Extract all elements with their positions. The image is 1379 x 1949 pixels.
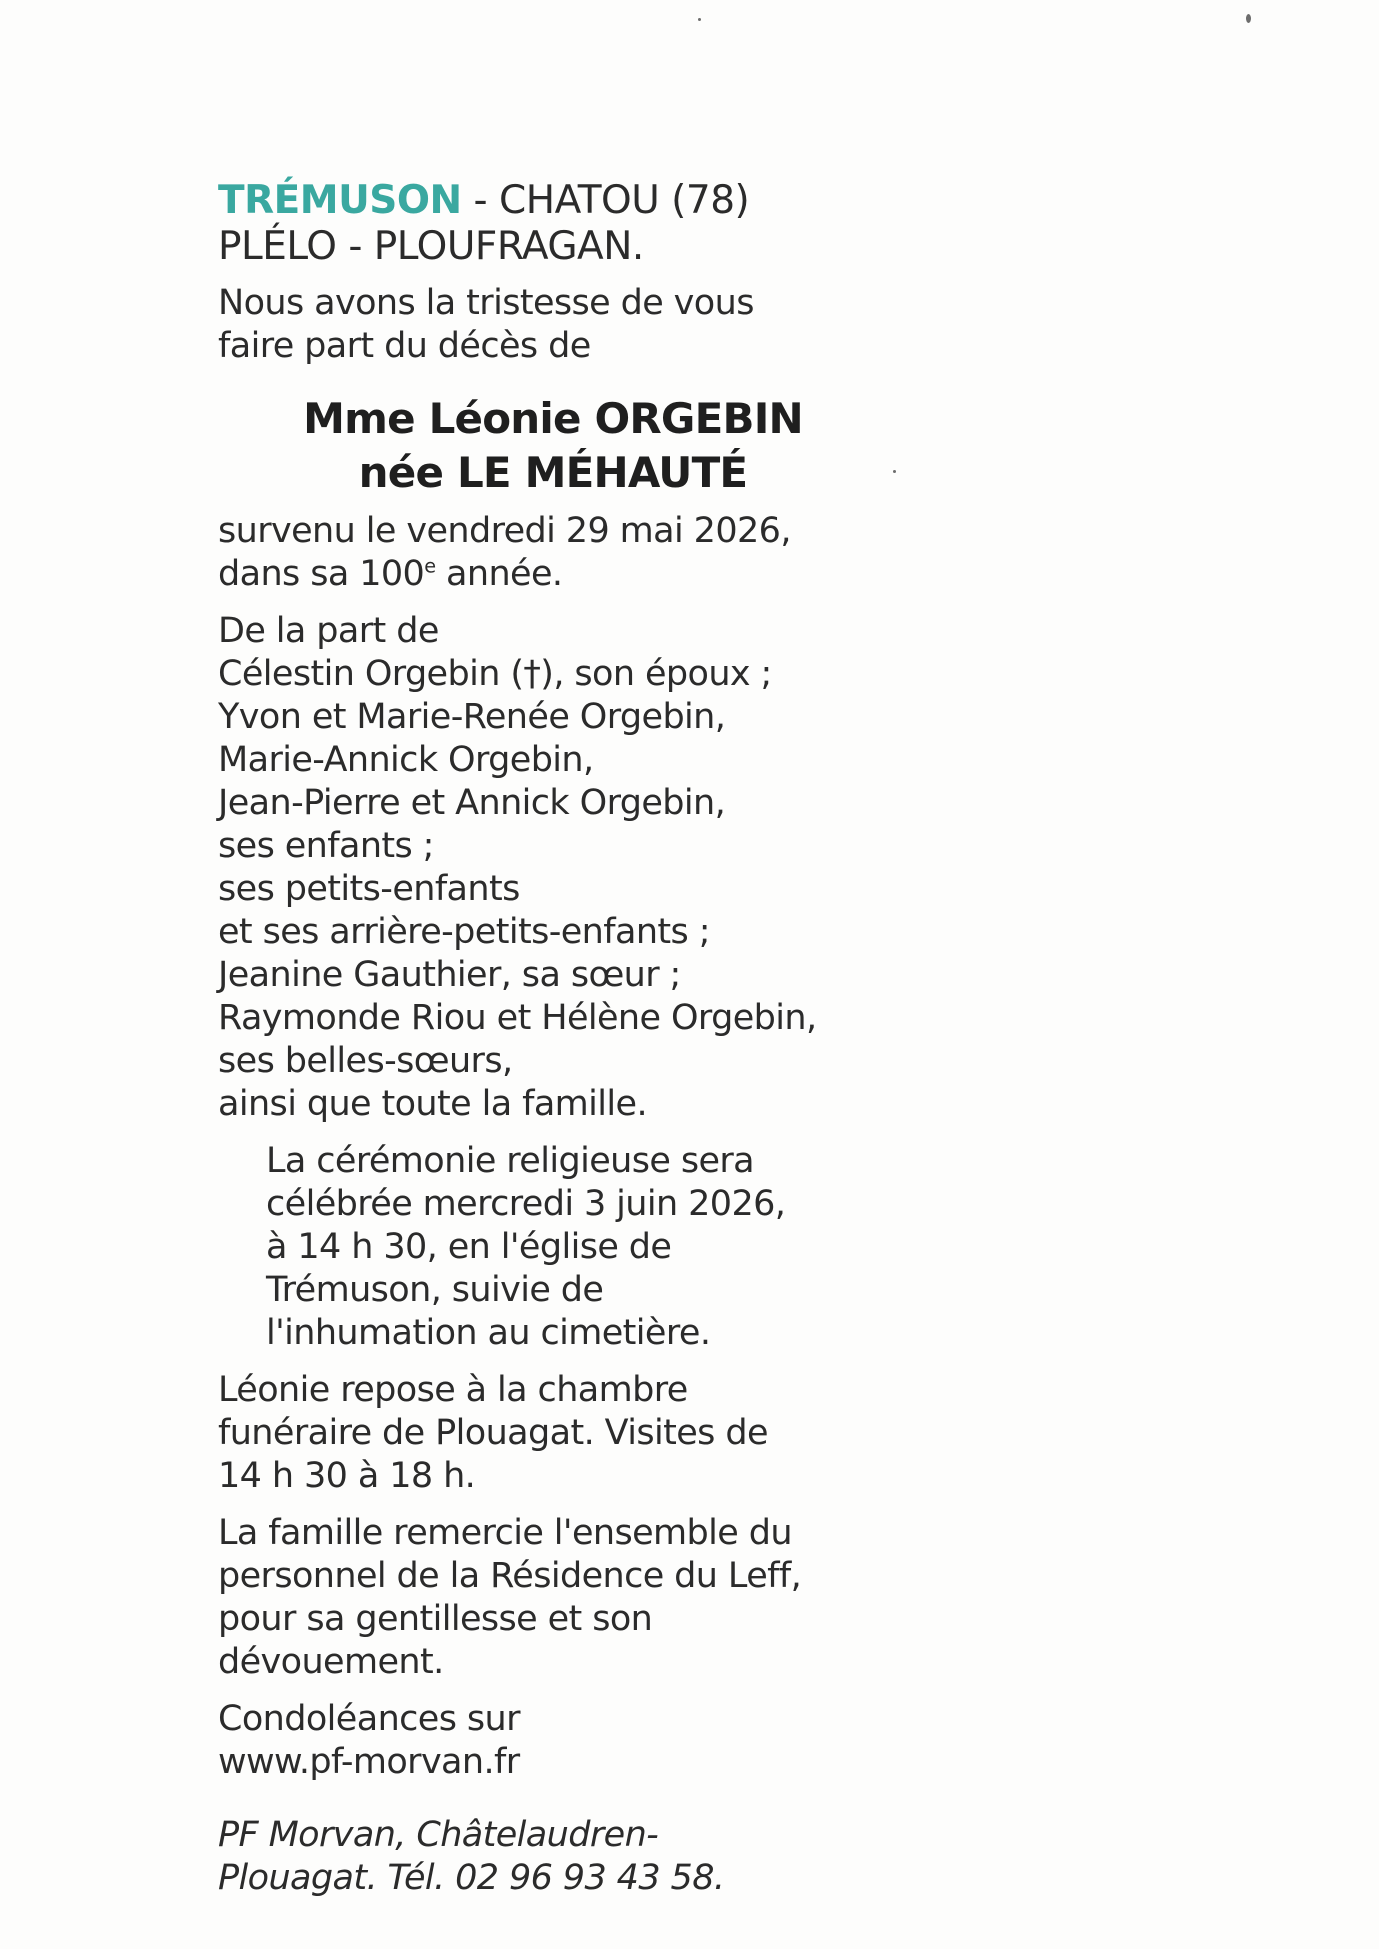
death-paragraph [218, 510, 858, 596]
family-line: Célestin Orgebin (†), son époux ; [218, 654, 772, 694]
funeral-home-paragraph [218, 1814, 858, 1900]
family-line: ses petits-enfants [218, 869, 520, 909]
family-line: Jean-Pierre et Annick Orgebin, [218, 783, 726, 823]
visit-line: 14 h 30 à 18 h. [218, 1456, 476, 1496]
ceremony-line: à 14 h 30, en l'église de [266, 1227, 672, 1267]
family-paragraph [218, 610, 858, 1126]
location-line-2: PLÉLO - PLOUFRAGAN. [218, 224, 644, 269]
family-line: ainsi que toute la famille. [218, 1084, 647, 1124]
death-date-line: survenu le vendredi 29 mai 2026, [218, 511, 791, 551]
ceremony-line: l'inhumation au cimetière. [266, 1313, 711, 1353]
family-line: Jeanine Gauthier, sa sœur ; [218, 955, 681, 995]
deceased-name-block [218, 392, 858, 500]
ordinal-suffix: e [424, 554, 436, 578]
scan-speck [698, 18, 701, 21]
town-accent: TRÉMUSON [218, 178, 462, 223]
scan-speck [1246, 14, 1251, 23]
age-text-end: année. [435, 554, 563, 594]
death-age-line [218, 553, 858, 596]
obituary-notice [218, 178, 858, 1914]
funeral-home-line: Plouagat. Tél. 02 96 93 43 58. [218, 1858, 725, 1898]
ceremony-line: célébrée mercredi 3 juin 2026, [266, 1184, 786, 1224]
family-line: Marie-Annick Orgebin, [218, 740, 594, 780]
location-rest: - CHATOU (78) [461, 178, 750, 223]
ceremony-line: Trémuson, suivie de [266, 1270, 604, 1310]
intro-paragraph [218, 282, 858, 368]
family-line: De la part de [218, 611, 439, 651]
thanks-line: personnel de la Résidence du Leff, [218, 1556, 802, 1596]
condolences-url: www.pf-morvan.fr [218, 1742, 520, 1782]
thanks-paragraph [218, 1512, 858, 1684]
visit-line: Léonie repose à la chambre [218, 1370, 688, 1410]
deceased-name: Mme Léonie ORGEBIN [303, 394, 803, 443]
thanks-line: La famille remercie l'ensemble du [218, 1513, 792, 1553]
thanks-line: dévouement. [218, 1642, 444, 1682]
family-line: Raymonde Riou et Hélène Orgebin, [218, 998, 817, 1038]
condolences-line: Condoléances sur [218, 1699, 520, 1739]
thanks-line: pour sa gentillesse et son [218, 1599, 653, 1639]
scan-speck [893, 470, 896, 473]
intro-line: faire part du décès de [218, 326, 591, 366]
age-text: dans sa 100 [218, 554, 425, 594]
intro-line: Nous avons la tristesse de vous [218, 283, 754, 323]
visit-paragraph [218, 1369, 858, 1498]
location-header [218, 178, 858, 270]
ceremony-paragraph [218, 1140, 858, 1355]
location-line-1 [218, 178, 858, 224]
family-line: ses belles-sœurs, [218, 1041, 513, 1081]
family-line: Yvon et Marie-Renée Orgebin, [218, 697, 726, 737]
ceremony-line: La cérémonie religieuse sera [266, 1141, 755, 1181]
visit-line: funéraire de Plouagat. Visites de [218, 1413, 768, 1453]
deceased-maiden-name: née LE MÉHAUTÉ [358, 448, 748, 497]
condolences-paragraph [218, 1698, 858, 1784]
family-line: ses enfants ; [218, 826, 434, 866]
family-line: et ses arrière-petits-enfants ; [218, 912, 710, 952]
funeral-home-line: PF Morvan, Châtelaudren- [218, 1815, 659, 1855]
